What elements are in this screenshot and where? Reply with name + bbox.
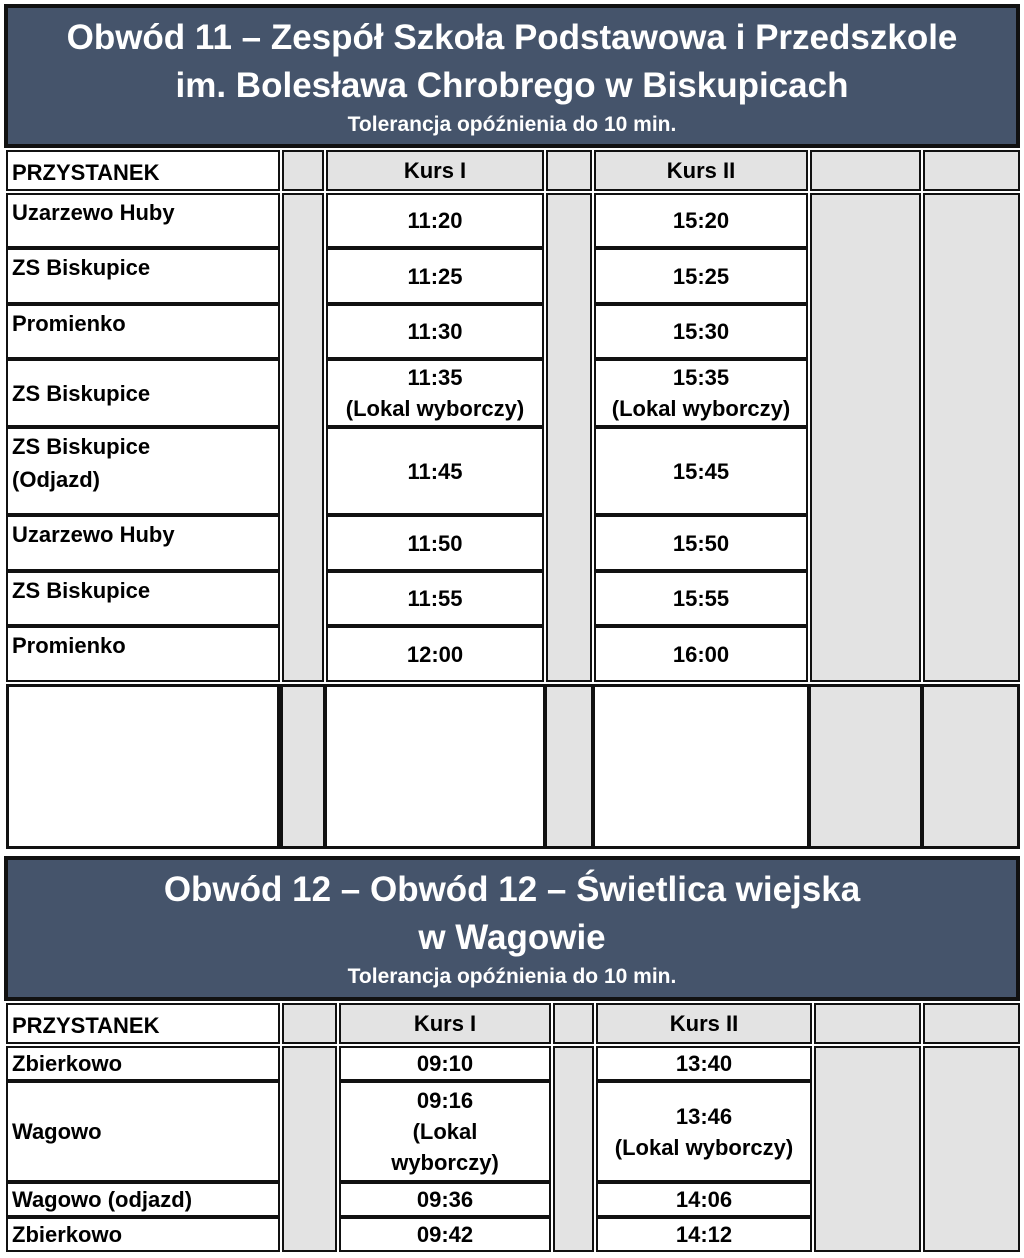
circuit11-row-time-course2: 16:00 — [594, 626, 808, 682]
time-value: 13:46 — [675, 1103, 733, 1129]
circuit12-title-band — [4, 856, 1020, 1001]
circuit11-row-time-course1: 11:20 — [326, 193, 544, 248]
circuit11-row-time-course1 — [326, 359, 544, 427]
circuit11-header-spacer-a — [282, 150, 324, 191]
circuit11-header-course1: Kurs I — [326, 150, 544, 191]
circuit11-row-stop: ZS Biskupice — [6, 248, 280, 304]
circuit11-row-time-course2: 15:25 — [594, 248, 808, 304]
circuit12-grey-column-b — [553, 1046, 594, 1252]
circuit11-row-time-course1: 12:00 — [326, 626, 544, 682]
time-value: 15:35 — [672, 365, 730, 390]
circuit11-row-time-course2: 15:30 — [594, 304, 808, 359]
circuit11-row-time-course2: 15:50 — [594, 515, 808, 571]
time-value: 09:16 — [416, 1088, 474, 1113]
circuit12-row-time-course2: 14:12 — [596, 1217, 812, 1252]
circuit11-row-time-course1: 11:55 — [326, 571, 544, 626]
circuit11-grey-column-b — [546, 193, 592, 682]
circuit11-row-time-course1: 11:45 — [326, 427, 544, 515]
circuit12-row-time-course1: 09:42 — [339, 1217, 551, 1252]
circuit12-row-time-course1: 09:10 — [339, 1046, 551, 1081]
time-note: (Lokal wyborczy) — [611, 396, 791, 421]
circuit11-row-time-course2 — [594, 359, 808, 427]
circuit12-row-time-course2: 14:06 — [596, 1182, 812, 1217]
circuit12-header-spacer-c — [814, 1003, 921, 1044]
circuit11-header-spacer-b — [546, 150, 592, 191]
circuit12-header-course1: Kurs I — [339, 1003, 551, 1044]
time-note: (Lokal — [412, 1119, 478, 1144]
circuit11-row-stop: Uzarzewo Huby — [6, 515, 280, 571]
circuit12-row-stop: Wagowo (odjazd) — [6, 1182, 280, 1217]
circuit11-row-stop: ZS Biskupice — [6, 359, 280, 427]
circuit12-grey-column-d — [923, 1046, 1020, 1252]
circuit11-row-stop — [6, 427, 280, 515]
circuit11-empty-grey-c — [808, 684, 923, 849]
circuit11-header-course2: Kurs II — [594, 150, 808, 191]
circuit12-header-spacer-a — [282, 1003, 337, 1044]
circuit11-empty-course2-cell — [592, 684, 810, 849]
circuit12-row-stop: Wagowo — [6, 1081, 280, 1182]
circuit12-header-stop: PRZYSTANEK — [6, 1003, 280, 1044]
circuit12-row-stop: Zbierkowo — [6, 1217, 280, 1252]
circuit12-row-stop: Zbierkowo — [6, 1046, 280, 1081]
circuit12-header-spacer-b — [553, 1003, 594, 1044]
circuit11-tolerance: Tolerancja opóźnienia do 10 min. — [347, 113, 677, 136]
circuit12-grey-column-c — [814, 1046, 921, 1252]
stop-name: ZS Biskupice — [12, 434, 151, 459]
circuit11-row-time-course1: 11:25 — [326, 248, 544, 304]
circuit11-header-stop: PRZYSTANEK — [6, 150, 280, 191]
circuit11-row-time-course1: 11:50 — [326, 515, 544, 571]
circuit12-tolerance: Tolerancja opóźnienia do 10 min. — [347, 965, 677, 988]
circuit11-empty-grey-b — [544, 684, 594, 849]
circuit11-row-time-course2: 15:20 — [594, 193, 808, 248]
circuit11-row-time-course2: 15:55 — [594, 571, 808, 626]
circuit11-header-spacer-d — [923, 150, 1020, 191]
time-note: (Lokal wyborczy) — [345, 396, 525, 421]
circuit11-grey-column-d — [923, 193, 1020, 682]
circuit11-title-line2: im. Bolesława Chrobrego w Biskupicach — [175, 66, 849, 105]
circuit12-row-time-course1: 09:36 — [339, 1182, 551, 1217]
circuit11-empty-grey-a — [280, 684, 326, 849]
circuit12-header-spacer-d — [923, 1003, 1020, 1044]
circuit11-row-stop: Uzarzewo Huby — [6, 193, 280, 248]
circuit12-title-line1: Obwód 12 – Obwód 12 – Świetlica wiejska — [163, 870, 861, 909]
circuit11-title-band — [4, 4, 1020, 148]
circuit12-grey-column-a — [282, 1046, 337, 1252]
circuit12-row-time-course1 — [339, 1081, 551, 1182]
circuit12-title-line2: w Wagowie — [418, 918, 606, 957]
time-value: 11:35 — [407, 365, 463, 390]
circuit11-row-stop: ZS Biskupice — [6, 571, 280, 626]
time-note: (Lokal wyborczy) — [614, 1134, 794, 1160]
circuit11-row-time-course1: 11:30 — [326, 304, 544, 359]
circuit12-row-time-course2 — [596, 1081, 812, 1182]
circuit11-title-line1: Obwód 11 – Zespół Szkoła Podstawowa i Przedszkole — [66, 18, 958, 57]
circuit11-grey-column-a — [282, 193, 324, 682]
circuit12-row-time-course2: 13:40 — [596, 1046, 812, 1081]
circuit11-empty-grey-d — [921, 684, 1020, 849]
time-note: wyborczy) — [391, 1150, 499, 1175]
stop-note: (Odjazd) — [12, 467, 100, 492]
circuit11-empty-course1-cell — [324, 684, 546, 849]
circuit11-row-stop: Promienko — [6, 304, 280, 359]
circuit11-row-time-course2: 15:45 — [594, 427, 808, 515]
circuit11-header-spacer-c — [810, 150, 921, 191]
circuit11-grey-column-c — [810, 193, 921, 682]
circuit11-row-stop: Promienko — [6, 626, 280, 682]
circuit11-empty-stop-cell — [6, 684, 280, 849]
circuit12-header-course2: Kurs II — [596, 1003, 812, 1044]
